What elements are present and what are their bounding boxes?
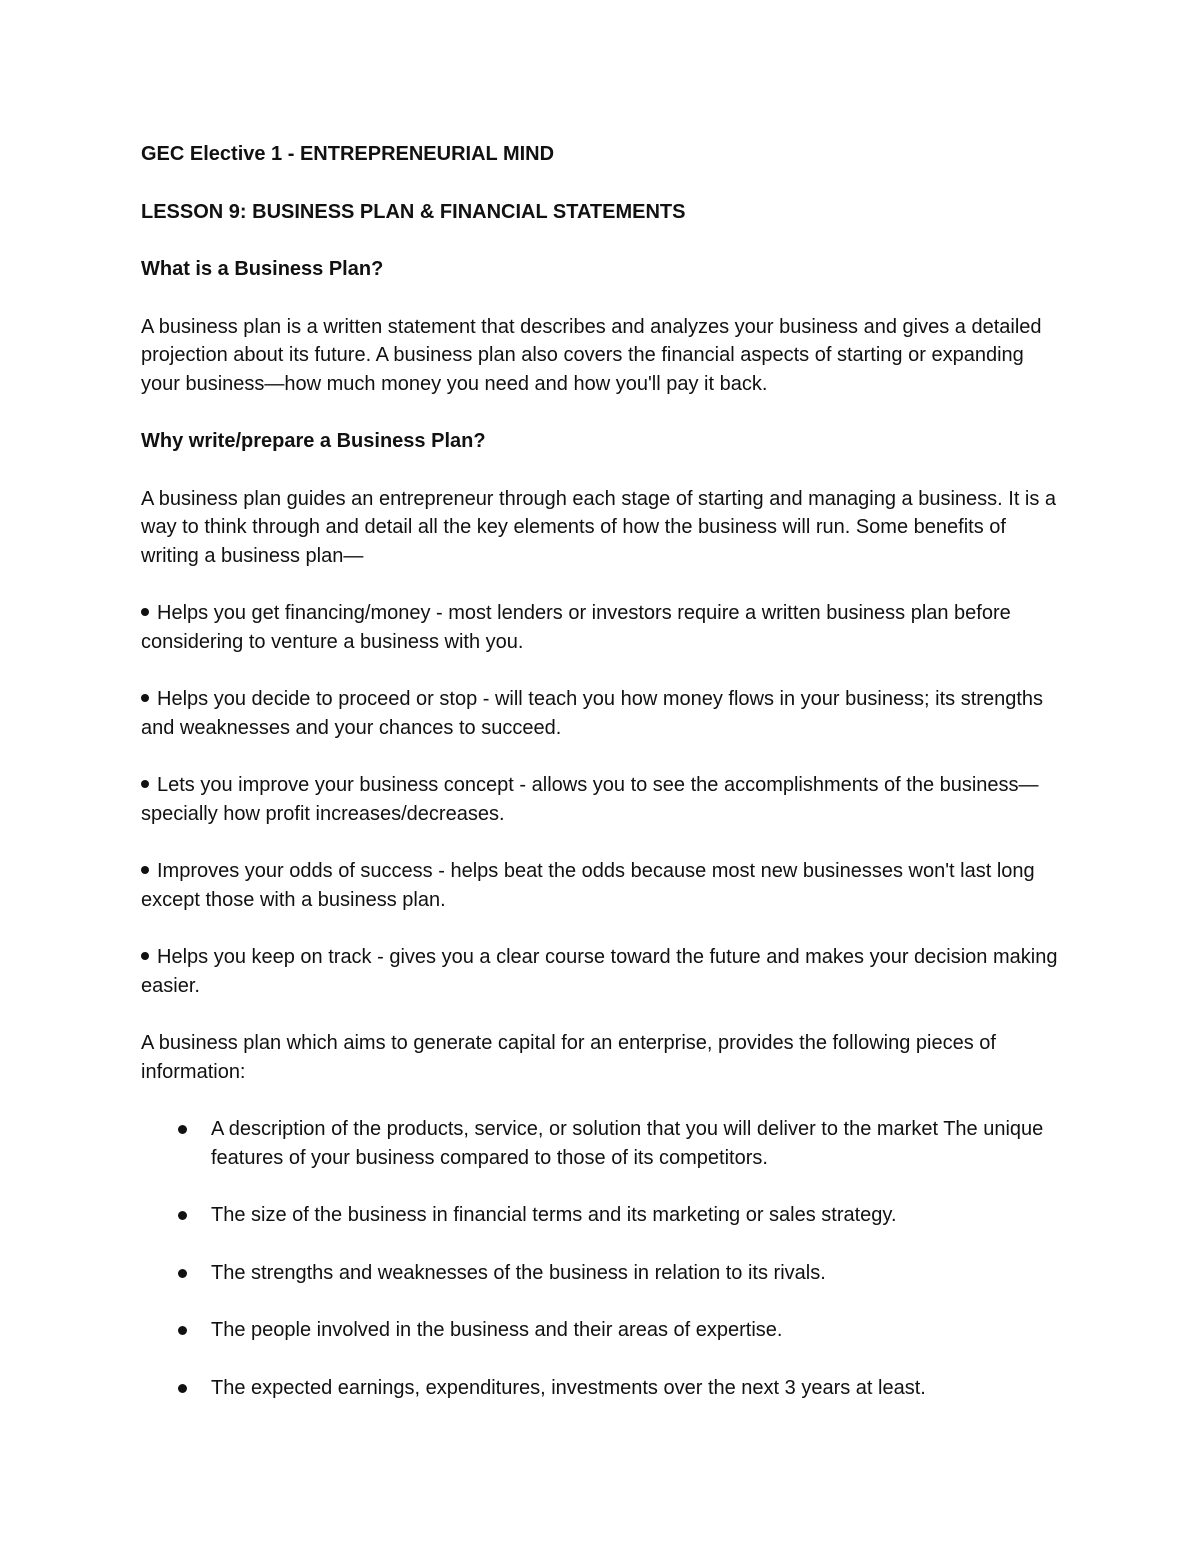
bullet-icon: [141, 694, 149, 702]
list-item-text: The people involved in the business and their areas of expertise.: [211, 1319, 783, 1341]
benefit-text: Helps you keep on track - gives you a clear course toward the future and makes your decision making easier.: [141, 946, 1058, 997]
list-item-text: A description of the products, service, or solution that you will deliver to the market The unique features of your business compared to those of its competitors.: [211, 1118, 1044, 1169]
benefit-text: Lets you improve your business concept - allows you to see the accomplishments of the business—specially how profit increases/decreases.: [141, 774, 1039, 825]
benefit-text: Improves your odds of success - helps beat the odds because most new businesses won't last long except those with a business plan.: [141, 860, 1035, 911]
bullet-icon: [178, 1384, 187, 1393]
bullet-icon: [178, 1125, 187, 1134]
bullet-icon: [141, 952, 149, 960]
document-body: [141, 140, 1066, 1431]
bullet-icon: [178, 1211, 187, 1220]
list-item: [141, 1259, 1066, 1288]
bullet-icon: [141, 780, 149, 788]
section-heading-why-write: Why write/prepare a Business Plan?: [141, 430, 486, 452]
benefit-item: [141, 685, 1066, 742]
benefit-text: Helps you get financing/money - most lenders or investors require a written business plan before considering to venture a business with you.: [141, 602, 1011, 653]
list-item: [141, 1201, 1066, 1230]
lesson-title: LESSON 9: BUSINESS PLAN & FINANCIAL STATEMENTS: [141, 200, 686, 223]
bullet-icon: [178, 1269, 187, 1278]
benefit-item: [141, 599, 1066, 656]
benefit-item: [141, 943, 1066, 1000]
benefit-item: [141, 771, 1066, 828]
list-item: [141, 1374, 1066, 1403]
list-item: [141, 1115, 1066, 1172]
purpose-paragraph: A business plan guides an entrepreneur through each stage of starting and managing a business. It is a way to think through and detail all the key elements of how the business will run. Some benefits of writing a business plan—: [141, 487, 1057, 567]
list-item-text: The size of the business in financial terms and its marketing or sales strategy.: [211, 1204, 897, 1226]
definition-paragraph: A business plan is a written statement that describes and analyzes your business and gives a detailed projection about its future. A business plan also covers the financial aspects of starting or expanding your business—how much money you need and how you'll pay it back.: [141, 315, 1042, 395]
information-list: [141, 1115, 1066, 1402]
list-item: [141, 1316, 1066, 1345]
benefit-text: Helps you decide to proceed or stop - will teach you how money flows in your business; its strengths and weaknesses and your chances to succeed.: [141, 688, 1043, 739]
capital-paragraph: A business plan which aims to generate capital for an enterprise, provides the following pieces of information:: [141, 1032, 996, 1083]
benefit-item: [141, 857, 1066, 914]
course-title: GEC Elective 1 - ENTREPRENEURIAL MIND: [141, 143, 555, 165]
list-item-text: The expected earnings, expenditures, investments over the next 3 years at least.: [211, 1376, 926, 1399]
list-item-text: The strengths and weaknesses of the business in relation to its rivals.: [211, 1261, 826, 1284]
bullet-icon: [178, 1326, 187, 1335]
bullet-icon: [141, 608, 149, 616]
bullet-icon: [141, 866, 149, 874]
section-heading-what-is: What is a Business Plan?: [141, 258, 384, 280]
